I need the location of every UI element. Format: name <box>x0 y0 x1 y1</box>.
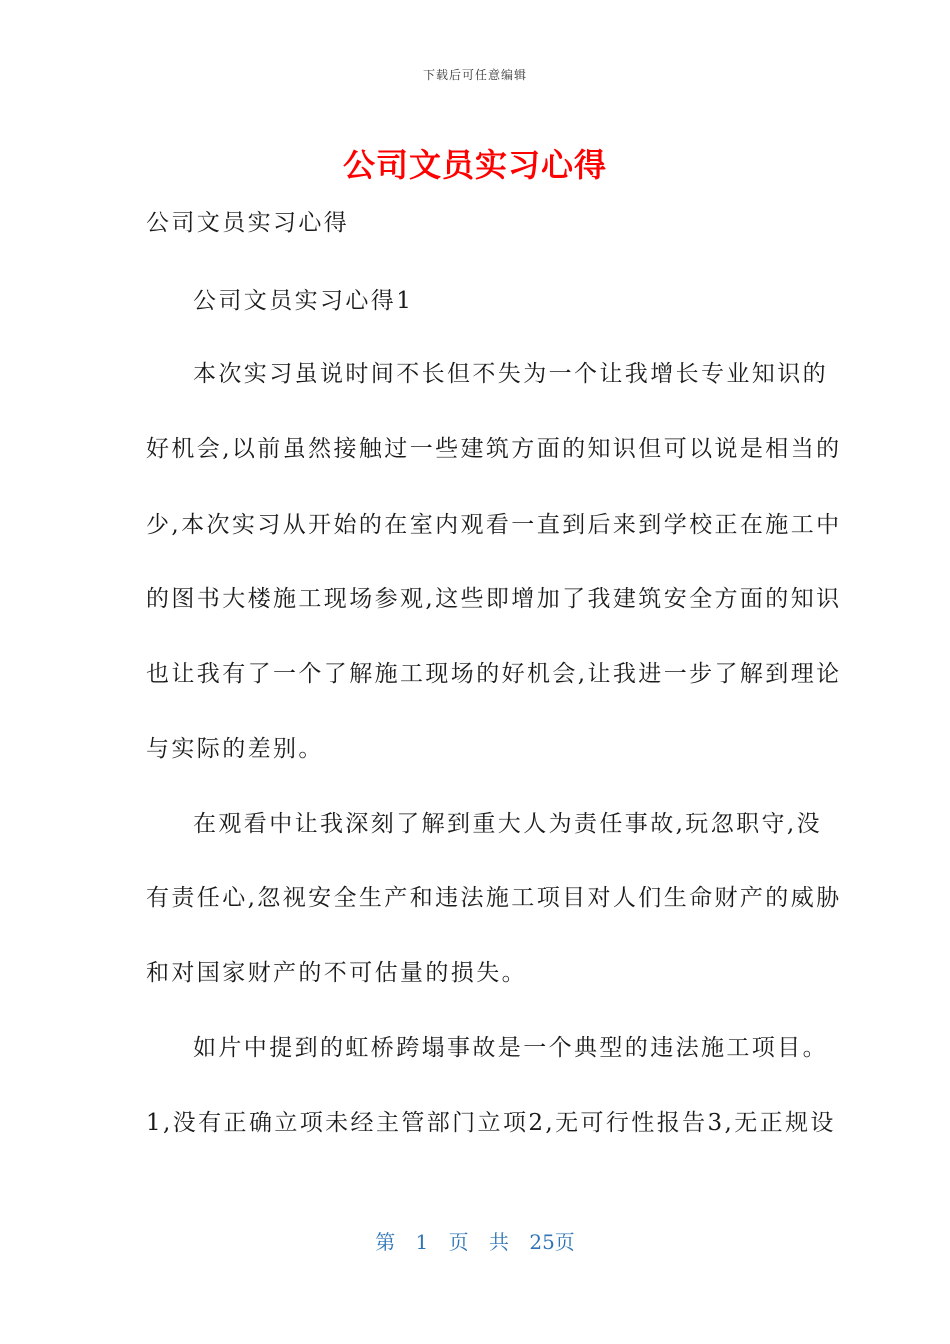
paragraph-line: 有责任心,忽视安全生产和违法施工项目对人们生命财产的威胁 <box>146 885 842 911</box>
footer-page-prefix: 第 <box>375 1230 396 1254</box>
paragraph-line: 与实际的差别。 <box>146 736 324 762</box>
paragraph-line: 1,没有正确立项未经主管部门立项2,无可行性报告3,无正规设 <box>146 1110 836 1136</box>
paragraph-line: 也让我有了一个了解施工现场的好机会,让我进一步了解到理论 <box>146 661 842 687</box>
paragraph-line: 本次实习虽说时间不长但不失为一个让我增长专业知识的 <box>193 361 828 387</box>
paragraph-line: 的图书大楼施工现场参观,这些即增加了我建筑安全方面的知识 <box>146 586 842 612</box>
footer-total-pages: 25页 <box>529 1230 575 1254</box>
footer-page-number: 1 <box>415 1230 429 1254</box>
footer-page-mid: 页 <box>448 1230 469 1254</box>
page-footer <box>0 1226 950 1255</box>
page-header-note: 下载后可任意编辑 <box>422 68 527 82</box>
document-subtitle: 公司文员实习心得 <box>146 210 350 236</box>
paragraph-line: 如片中提到的虹桥跨塌事故是一个典型的违法施工项目。 <box>193 1035 828 1061</box>
paragraph-line: 和对国家财产的不可估量的损失。 <box>146 960 527 986</box>
section-heading: 公司文员实习心得1 <box>193 288 414 314</box>
footer-total-prefix: 共 <box>489 1230 509 1254</box>
document-title: 公司文员实习心得 <box>342 146 607 184</box>
paragraph-line: 在观看中让我深刻了解到重大人为责任事故,玩忽职守,没 <box>193 811 823 837</box>
paragraph-line: 好机会,以前虽然接触过一些建筑方面的知识但可以说是相当的 <box>146 436 842 462</box>
paragraph-line: 少,本次实习从开始的在室内观看一直到后来到学校正在施工中 <box>146 512 842 538</box>
